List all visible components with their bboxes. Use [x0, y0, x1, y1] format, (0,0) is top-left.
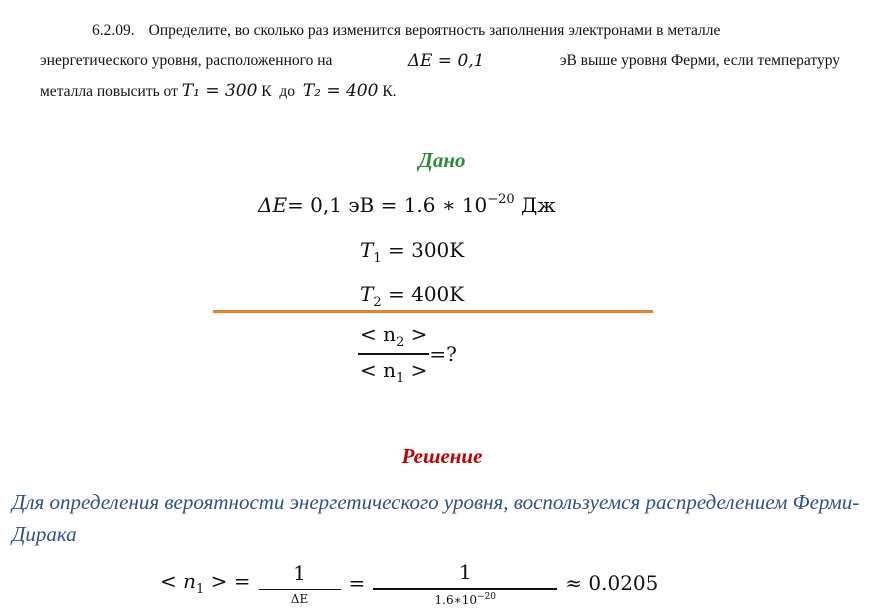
problem-line-2	[40, 46, 840, 76]
solution-heading: Решение	[401, 444, 483, 468]
fermi-dirac-formula	[160, 560, 658, 607]
given-heading: Дано	[418, 148, 466, 172]
t2-value: = 400K	[381, 282, 465, 306]
t2-subscript: 2	[373, 295, 382, 310]
fraction-1-denominator: ΔE	[290, 592, 309, 606]
problem-text-1: Определите, во сколько раз изменится вероятность заполнения электронами в металле	[148, 22, 721, 39]
fraction-1-bar	[259, 589, 341, 591]
problem-text-2b: эВ выше уровня Ферми, если температуру	[559, 52, 840, 69]
fraction-1-numerator: 1	[293, 560, 306, 585]
problem-line-1	[40, 16, 840, 46]
problem-text-do: до	[279, 83, 296, 100]
result-value: ≈ 0.0205	[565, 571, 659, 596]
equals-sign: =	[348, 571, 366, 596]
delta-e-inline: ΔE = 0,1	[407, 51, 485, 71]
t2-unit: К.	[382, 83, 397, 100]
problem-text-3a: металла повысить от	[40, 83, 178, 100]
ratio-fraction	[358, 322, 429, 386]
ratio-question: =?	[429, 341, 457, 366]
t1-symbol: T	[360, 238, 374, 262]
fraction-1	[259, 561, 341, 607]
fraction-2-denominator: $1.6∗10^{-20}$	[434, 591, 497, 607]
fraction-2-bar	[373, 588, 557, 590]
t1-value: = 300K	[381, 238, 465, 262]
unknown-ratio	[358, 322, 457, 386]
problem-text-2a: энергетического уровня, расположенного на	[40, 52, 333, 69]
solution-intro: Для определения вероятности энергетического уровня, воспользуемся распределением Ферми-Дирака	[12, 490, 860, 546]
t2-inline: T₂ = 400	[302, 81, 379, 101]
t1-inline: T₁ = 300	[181, 81, 258, 101]
given-t2	[360, 282, 464, 310]
delta-e-symbol: ΔE	[258, 193, 288, 217]
problem-statement	[40, 16, 840, 107]
fraction-2-numerator: 1	[458, 560, 472, 584]
t1-unit: К	[261, 83, 272, 100]
problem-number: 6.2.09.	[92, 22, 135, 39]
delta-e-unit: Дж	[514, 193, 556, 217]
t2-symbol: T	[360, 282, 374, 306]
ratio-bar	[358, 353, 429, 355]
problem-line-3	[40, 76, 840, 107]
ratio-numerator: < $n_2$ >	[360, 322, 428, 350]
fraction-2	[373, 560, 557, 607]
t1-subscript: 1	[373, 251, 382, 266]
n1-lhs: < $n_1$ > =	[160, 569, 251, 598]
delta-e-value: = 0,1 эВ = 1.6 ∗ 10	[287, 193, 488, 217]
delta-e-exponent: −20	[487, 192, 515, 207]
given-t1	[360, 238, 464, 266]
given-delta-e	[258, 192, 556, 217]
given-divider	[213, 310, 653, 313]
ratio-denominator: < $n_1$ >	[360, 357, 428, 386]
